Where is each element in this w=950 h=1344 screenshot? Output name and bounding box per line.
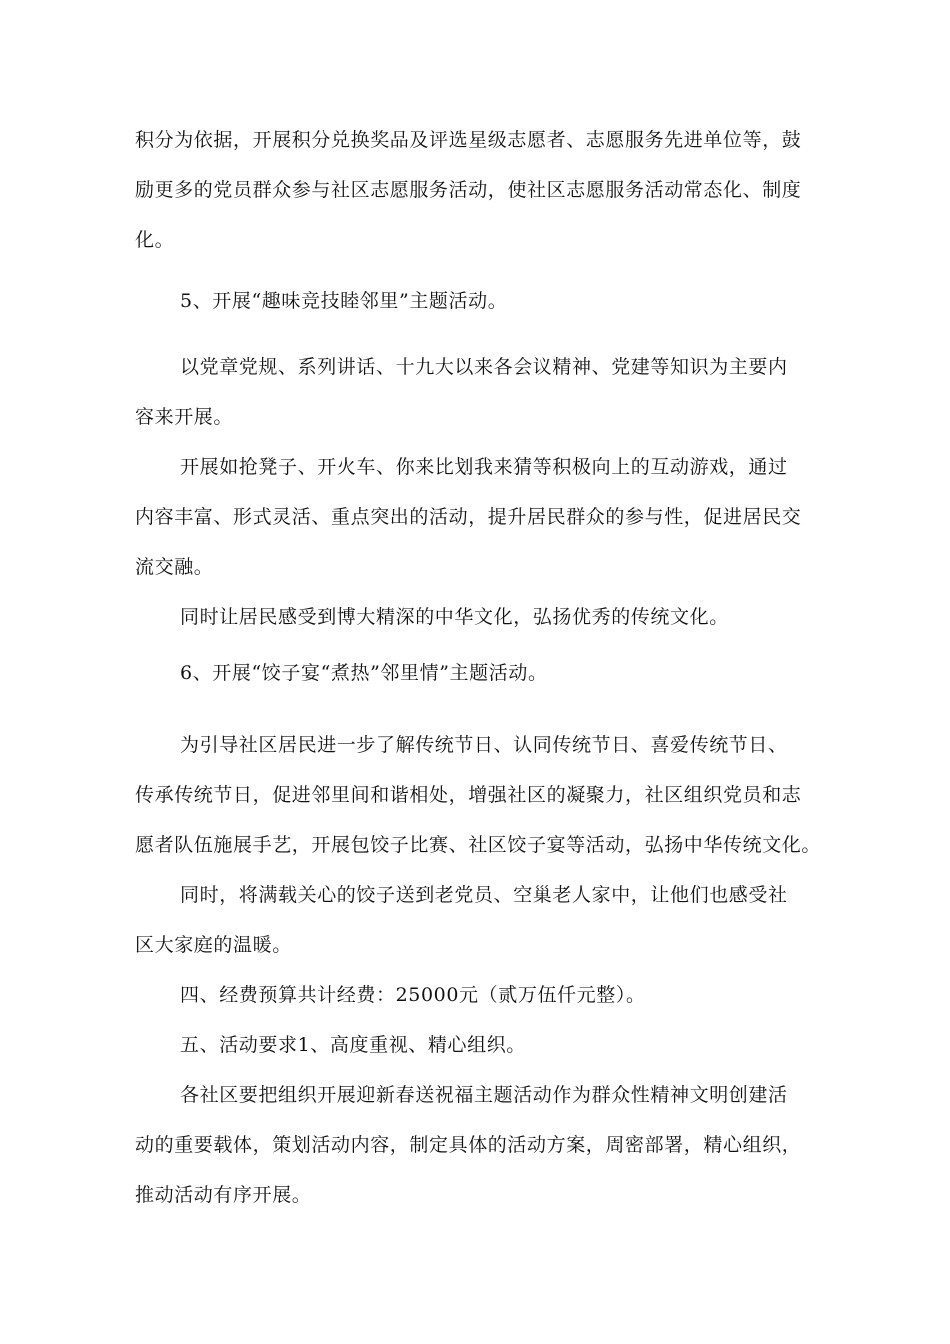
section-heading: 5、开展“趣味竞技睦邻里”主题活动。 [180,290,508,312]
paragraph-line: 积分为依据，开展积分兑换奖品及评选星级志愿者、志愿服务先进单位等，鼓 [135,129,802,151]
paragraph-line: 愿者队伍施展手艺，开展包饺子比赛、社区饺子宴等活动，弘扬中华传统文化。 [135,834,822,856]
paragraph-line: 传承传统节日，促进邻里间和谐相处，增强社区的凝聚力，社区组织党员和志 [135,784,802,806]
paragraph-line: 各社区要把组织开展迎新春送祝福主题活动作为群众性精神文明创建活 [180,1084,788,1106]
paragraph-line: 推动活动有序开展。 [135,1184,312,1206]
paragraph-line: 容来开展。 [135,406,234,428]
section-heading: 四、经费预算共计经费：25000元（贰万伍仟元整）。 [180,984,646,1006]
paragraph-line: 开展如抢凳子、开火车、你来比划我来猜等积极向上的互动游戏，通过 [180,456,788,478]
paragraph-line: 内容丰富、形式灵活、重点突出的活动，提升居民群众的参与性，促进居民交 [135,506,802,528]
paragraph-line: 同时，将满载关心的饺子送到老党员、空巢老人家中，让他们也感受社 [180,884,788,906]
paragraph-line: 流交融。 [135,556,214,578]
section-heading: 6、开展“饺子宴“煮热”邻里情”主题活动。 [180,662,548,684]
paragraph-line: 区大家庭的温暖。 [135,934,292,956]
paragraph-line: 同时让居民感受到博大精深的中华文化，弘扬优秀的传统文化。 [180,606,729,628]
paragraph-line: 化。 [135,229,175,251]
paragraph-line: 励更多的党员群众参与社区志愿服务活动，使社区志愿服务活动常态化、制度 [135,179,802,201]
paragraph-line: 为引导社区居民进一步了解传统节日、认同传统节日、喜爱传统节日、 [180,734,788,756]
section-heading: 五、活动要求1、高度重视、精心组织。 [180,1034,526,1056]
paragraph-line: 动的重要载体，策划活动内容，制定具体的活动方案，周密部署，精心组织， [135,1134,802,1156]
paragraph-line: 以党章党规、系列讲话、十九大以来各会议精神、党建等知识为主要内 [180,356,788,378]
